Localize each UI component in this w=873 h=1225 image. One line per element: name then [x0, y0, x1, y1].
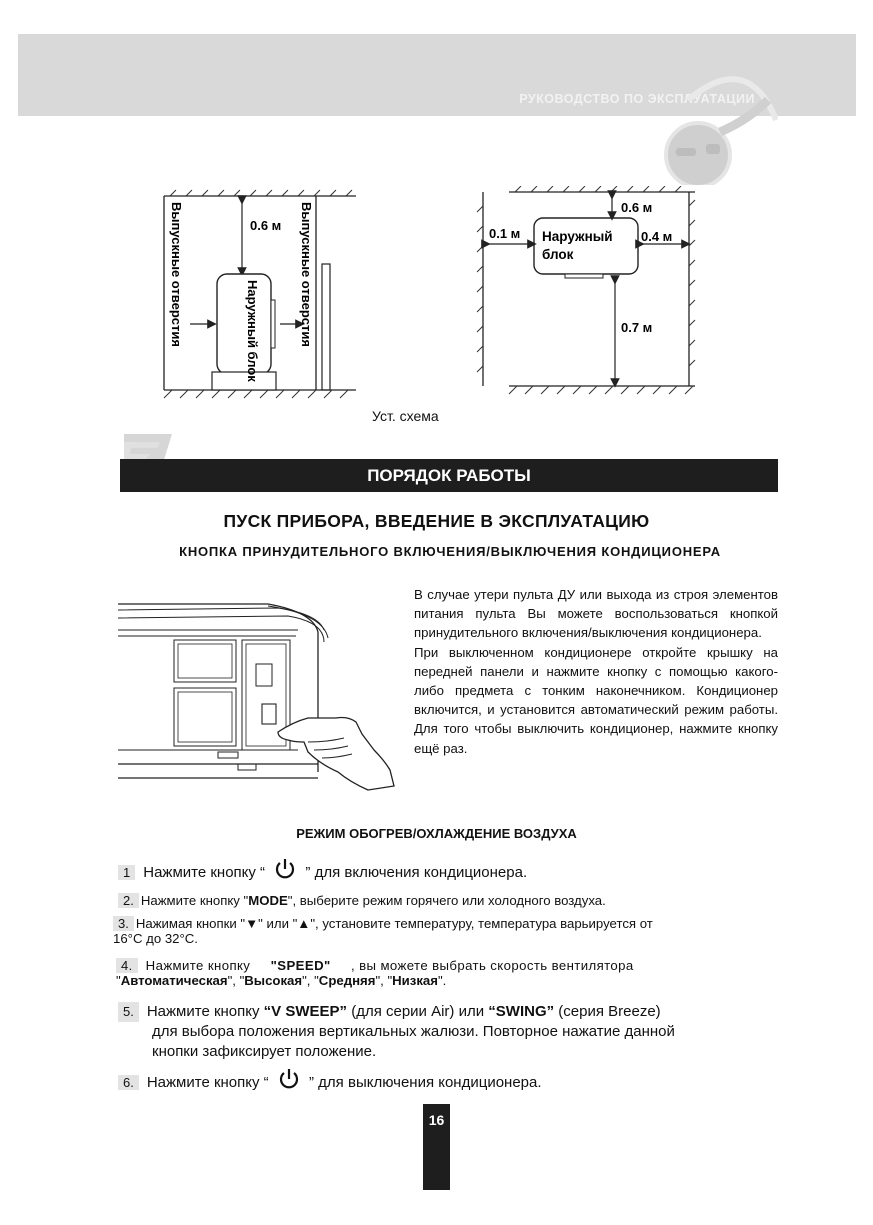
step-3-number: 3.: [113, 916, 134, 931]
step-4: 4. Нажмите кнопку "SPEED" , вы можете выбрать скорость вентилятора "Автоматическая", "Высокая", "Средняя", "Низкая".: [116, 958, 634, 988]
step-6-number: 6.: [118, 1075, 139, 1090]
diagram-right: [475, 186, 715, 401]
section-bar: [120, 459, 778, 492]
step-5-text-a: Нажмите кнопку: [146, 1003, 264, 1020]
right-distance-right: 0.4 м: [641, 229, 673, 244]
power-icon: [273, 858, 297, 880]
diagram-caption: Уст. схема: [372, 408, 439, 424]
left-unit-label: Наружный блок: [245, 280, 260, 382]
left-distance-top: 0.6 м: [250, 218, 282, 233]
page-number: 16: [428, 1112, 445, 1128]
step-5-line-3: кнопки зафиксирует положение.: [152, 1043, 377, 1060]
section-title: ПОРЯДОК РАБОТЫ: [367, 466, 531, 485]
step-1-number: 1: [118, 865, 135, 880]
right-unit-label-2: блок: [542, 247, 574, 262]
step-1-text-b: ” для включения кондиционера.: [305, 864, 528, 881]
page-number-tab: [423, 1104, 450, 1190]
left-outlet-label: Выпускные отверстия: [169, 202, 184, 347]
step-1-text-a: Нажмите кнопку “: [143, 864, 266, 881]
left-unit-body: [217, 274, 271, 374]
speed-key: "SPEED": [270, 958, 331, 973]
sub-heading: КНОПКА ПРИНУДИТЕЛЬНОГО ВКЛЮЧЕНИЯ/ВЫКЛЮЧЕНИЯ КОНДИЦИОНЕРА: [179, 544, 721, 559]
hand-pressing: [278, 718, 394, 791]
mode-key: MODE: [248, 893, 288, 908]
step-3-line-1: Нажимая кнопки "▼" или "▲", установите температуру, температура варьируется от: [135, 916, 653, 931]
plug-icon: [628, 60, 778, 185]
step-6-text-b: ” для выключения кондиционера.: [309, 1074, 542, 1091]
swing-key: “SWING”: [488, 1003, 555, 1020]
step-4-text-a: Нажмите кнопку: [145, 958, 251, 973]
step-5: [118, 1002, 675, 1062]
right-distance-left: 0.1 м: [489, 226, 521, 241]
step-6: [118, 1068, 542, 1091]
step-5-text-c: (серия Breeze): [554, 1003, 661, 1020]
step-5-number: 5.: [118, 1002, 139, 1022]
right-unit-body: [534, 218, 638, 274]
step-4-number: 4.: [116, 958, 138, 973]
right-distance-bottom: 0.7 м: [621, 320, 653, 335]
step-4-text-b: , вы можете выбрать скорость вентилятора: [350, 958, 634, 973]
mode-heading: РЕЖИМ ОБОГРЕВ/ОХЛАЖДЕНИЕ ВОЗДУХА: [296, 826, 577, 841]
step-6-text-a: Нажмите кнопку “: [146, 1074, 269, 1091]
right-unit-label-1: Наружный: [542, 229, 613, 244]
speed-high: Высокая: [244, 973, 303, 988]
right-outlet-label: Выпускные отверстия: [299, 202, 314, 347]
ac-unit-illustration: [118, 592, 408, 797]
step-2-text-a: Нажмите кнопку ": [140, 893, 249, 908]
right-distance-top: 0.6 м: [621, 200, 653, 215]
instruction-text: [414, 585, 778, 758]
paragraph-2: При выключенном кондиционере откройте крышку на передней панели и нажмите кнопку с помощью какого-либо предмета с тонким наконечником. Кондиционер включится, и установится автоматический режим работы. Для того чтобы выключить кондиционер, нажмите кнопку ещё раз.: [414, 644, 778, 756]
v-sweep-key: “V SWEEP”: [263, 1003, 348, 1020]
step-2-text-b: ", выберите режим горячего или холодного воздуха.: [287, 893, 606, 908]
step-3-line-2: 16°C до 32°C.: [113, 931, 198, 946]
step-1: [118, 858, 527, 881]
step-2-number: 2.: [118, 893, 139, 908]
power-icon: [277, 1068, 301, 1090]
main-heading: ПУСК ПРИБОРА, ВВЕДЕНИЕ В ЭКСПЛУАТАЦИЮ: [223, 511, 650, 531]
step-2: [118, 893, 606, 908]
speed-low: Низкая: [392, 973, 438, 988]
diagram-left: [160, 188, 360, 403]
header-title: РУКОВОДСТВО ПО ЭКСПЛУАТАЦИИ: [519, 92, 755, 106]
step-5-line-2: для выбора положения вертикальных жалюзи. Повторное нажатие данной: [152, 1023, 675, 1040]
paragraph-1: В случае утери пульта ДУ или выхода из строя элементов питания пульта Вы можете воспользоваться кнопкой принудительного включения/выключения кондиционера.: [414, 587, 778, 641]
speed-auto: Автоматическая: [120, 973, 228, 988]
step-3: [113, 916, 653, 946]
step-5-text-b: (для серии Air) или: [347, 1003, 489, 1020]
speed-medium: Средняя: [318, 973, 376, 988]
